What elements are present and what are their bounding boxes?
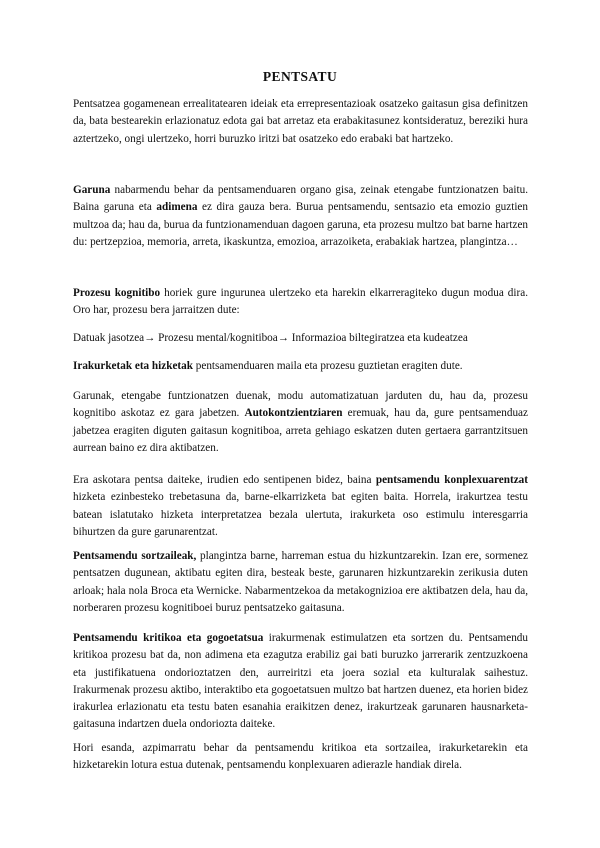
paragraph-pentsamendu-konplexua: Era askotara pentsa daiteke, irudien edo sentipenen bidez, baina pentsamendu konplexuarentzat hizketa ezinbesteko trebetasuna da, barne-elkarrizketa bat egiten baita. Horrela, irakurtzea testu batean islatutako hizketa interpretatzea bezala ulertuta, irakurketa oso estimulu interesgarria bihurtzen da gure garunarentzat. bbox=[73, 474, 528, 538]
paragraph-pentsamendu-kritikoa: Pentsamendu kritikoa eta gogoetatsua irakurmenak estimulatzen eta sortzen du. Pentsamendu kritikoa prozesu bat da, non adimena eta ezagutza erabiliz gai bati buruzko jarrerarik zentzuzkoena eta justifikatuena ondorioztatzen den, aurreiritzi eta joera sozial eta kulturalak saihestuz. Irakurmenak prozesu aktibo, interaktibo eta gogoetatsuen multzo bat hartzen duenez, eta horien bidez irakurlea erlazionatu eta testu baten esanahia eraikitzen denez, irakurtzeak garunaren hausnarketa-gaitasuna indartzen duela ondorioztа daiteke. bbox=[73, 632, 528, 731]
term-pentsamendu-kritikoa: Pentsamendu kritikoa eta gogoetatsua bbox=[73, 632, 264, 644]
page-title: PENTSATU bbox=[262, 69, 338, 84]
term-irakurketak-hizketak: Irakurketak eta hizketak bbox=[73, 360, 193, 372]
paragraph-irakurketak: Irakurketak eta hizketak pentsamenduaren maila eta prozesu guztietan eragiten dute. bbox=[73, 360, 463, 372]
paragraph-garuna: Garuna nabarmendu behar da pentsamenduaren organo gisa, zeinak etengabe funtzionatzen baitu. Baina garuna eta adimena ez dira gauza bera. Burua pentsamendu, sentsazio eta emozio guztien multzoa da; hau da, burua da funtzionamenduan dagoen garuna, eta prozesu multzo bat barne hartzen du: pertzepzioa, memoria, arreta, ikaskuntza, emozioa, arrazoiketa, erabakiak hartzea, plangintza… bbox=[73, 184, 528, 248]
paragraph-pentsamendu-sortzailea: Pentsamendu sortzaileak, plangintza barne, harreman estua du hizkuntzarekin. Izan ere, sormenez pentsatzen dugunean, aktibatu egiten dira, besteak beste, garunaren hizkuntzarekin zerikusia duten arloak; hala nola Broca eta Wernicke. Nabarmentzekoa da metakognizioa ere aktibatzen dela, hau da, norberaren prozesu kognitiboei buruz pentsatzeko gaitasuna. bbox=[73, 550, 528, 614]
term-pentsamendu-konplexua: pentsamendu konplexuarentzat bbox=[375, 474, 528, 486]
term-garuna: Garuna bbox=[73, 184, 111, 196]
term-adimena: adimena bbox=[156, 201, 198, 214]
term-prozesu-kognitibo: Prozesu kognitibo bbox=[73, 287, 161, 299]
paragraph-definition: Pentsatzea gogamenean errealitatearen ideiak eta errepresentazioak osatzeko gaitasun gisa definitzen da, bata bestearekin erlazionatuz edota gai bat arretaz eta erabakitasunez kontsideratuz, bereziki hura aztertzeko, ongi ulertzeko, horri buruzko iritzi bat osatzeko edo erabaki bat hartzeko. bbox=[73, 98, 528, 145]
term-autokontzientzia: Autokontzientziaren bbox=[244, 407, 343, 420]
term-pentsamendu-sortzailea: Pentsamendu sortzaileak, bbox=[73, 550, 197, 562]
paragraph-process-flow: Datuak jasotzea→ Prozesu mental/kognitiboa→ Informazioa biltegiratzea eta kudeatzea bbox=[73, 332, 468, 344]
paragraph-conclusion: Hori esanda, azpimarratu behar da pentsamendu kritikoa eta sortzailea, irakurketarekin eta hizketarekin lotura estua dutenak, pentsamendu konplexuaren adierazle handiak direla. bbox=[73, 742, 528, 772]
paragraph-prozesu-kognitibo: Prozesu kognitibo horiek gure ingurunea ulertzeko eta harekin elkarreragiteko dugun modua dira. Oro har, prozesu bera jarraitzen dute: bbox=[73, 287, 528, 317]
paragraph-autokontzientzia: Garunak, etengabe funtzionatzen duenak, modu automatizatuan jarduten du, hau da, prozesu kognitibo askotaz ez gara jabetzen. Autokontzientziaren eremuak, hau da, gure pentsamenduaz jabetzea eragiten diguten gaitasun kognitiboa, arreta gehiago eskatzen duten gertaera garrantzitsuen aurrean baino ez dira aktibatzen. bbox=[73, 390, 528, 454]
